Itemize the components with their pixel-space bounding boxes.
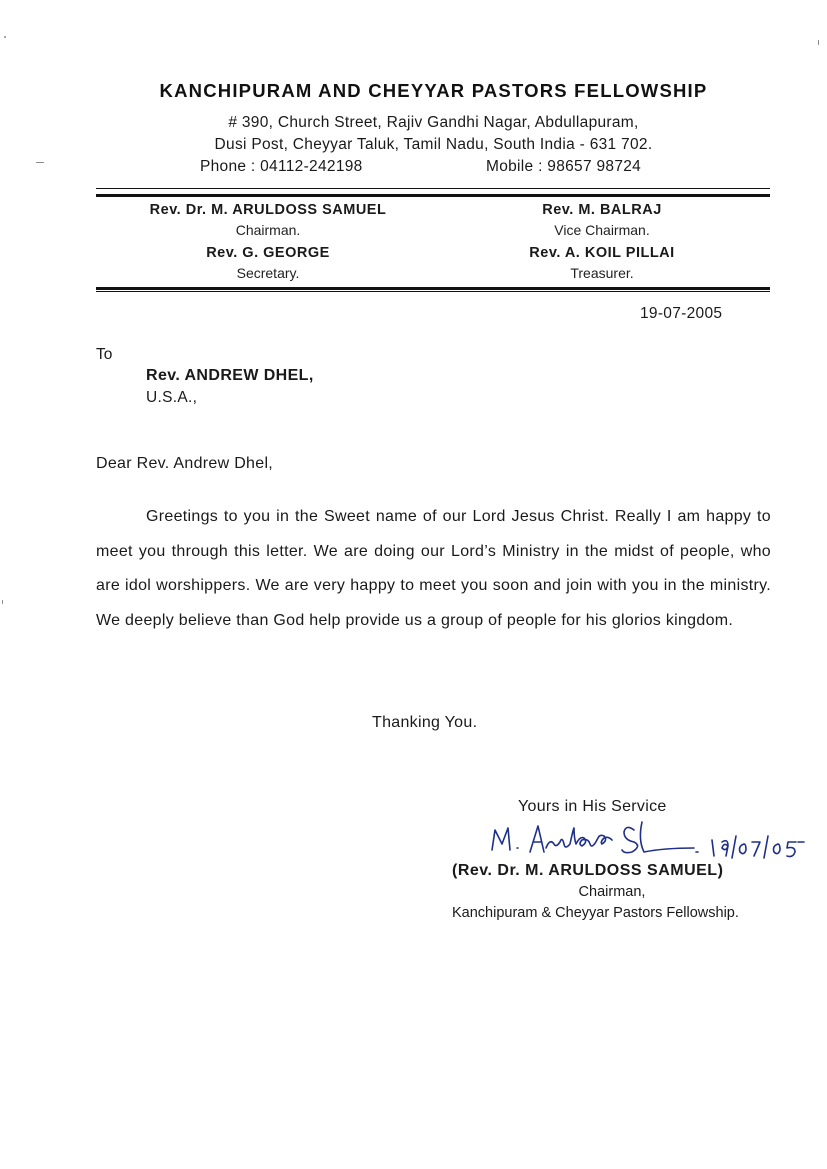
- signer-name: (Rev. Dr. M. ARULDOSS SAMUEL): [452, 862, 724, 879]
- recipient-name: Rev. ANDREW DHEL,: [146, 367, 314, 384]
- officer-role: Chairman.: [235, 222, 301, 238]
- officer-name: Rev. A. KOIL PILLAI: [529, 245, 675, 261]
- header-divider-bottom-thick: [96, 287, 770, 290]
- header-divider-top-thick: [96, 194, 770, 197]
- officer-chairman: [118, 200, 418, 240]
- header-divider-top-thin: [96, 188, 770, 189]
- officer-role: Secretary.: [236, 265, 300, 281]
- mobile-number: Mobile : 98657 98724: [486, 158, 642, 175]
- letter-body: Greetings to you in the Sweet name of our Lord Jesus Christ. Really I am happy to meet you through this letter. We are doing our Lord’s Ministry in the midst of people, who are idol worshippers. We are very happy to meet you soon and join with you in the ministry. We deeply believe than God help provide us a group of people for his glorios kingdom.: [96, 508, 771, 629]
- address-line-2: Dusi Post, Cheyyar Taluk, Tamil Nadu, South India - 631 702.: [214, 136, 653, 153]
- signer-organization: Kanchipuram & Cheyyar Pastors Fellowship.: [452, 905, 739, 921]
- officer-role: Treasurer.: [570, 265, 634, 281]
- address-line-1: # 390, Church Street, Rajiv Gandhi Nagar, Abdullapuram,: [228, 114, 639, 131]
- officer-role: Vice Chairman.: [554, 222, 650, 238]
- scan-speck: [36, 162, 44, 163]
- officer-name: Rev. Dr. M. ARULDOSS SAMUEL: [149, 202, 387, 218]
- officer-vice-chairman: [452, 200, 752, 240]
- scan-speck: [4, 36, 6, 38]
- thanks-line: Thanking You.: [372, 714, 478, 731]
- officer-secretary: [118, 243, 418, 283]
- officer-name: Rev. M. BALRAJ: [542, 202, 662, 218]
- to-label: To: [96, 346, 113, 363]
- salutation: Dear Rev. Andrew Dhel,: [96, 455, 274, 472]
- phone-number: Phone : 04112-242198: [200, 158, 363, 175]
- header-divider-bottom-thin: [96, 291, 770, 292]
- scan-speck: [818, 40, 819, 45]
- signer-title: Chairman,: [578, 884, 646, 900]
- recipient-country: U.S.A.,: [146, 389, 198, 406]
- letter-date: 19-07-2005: [640, 305, 723, 322]
- officer-name: Rev. G. GEORGE: [206, 245, 330, 261]
- closing-line: Yours in His Service: [518, 798, 667, 815]
- officer-treasurer: [452, 243, 752, 283]
- organization-title: KANCHIPURAM AND CHEYYAR PASTORS FELLOWSHIP: [159, 80, 708, 101]
- scan-speck: [2, 600, 3, 604]
